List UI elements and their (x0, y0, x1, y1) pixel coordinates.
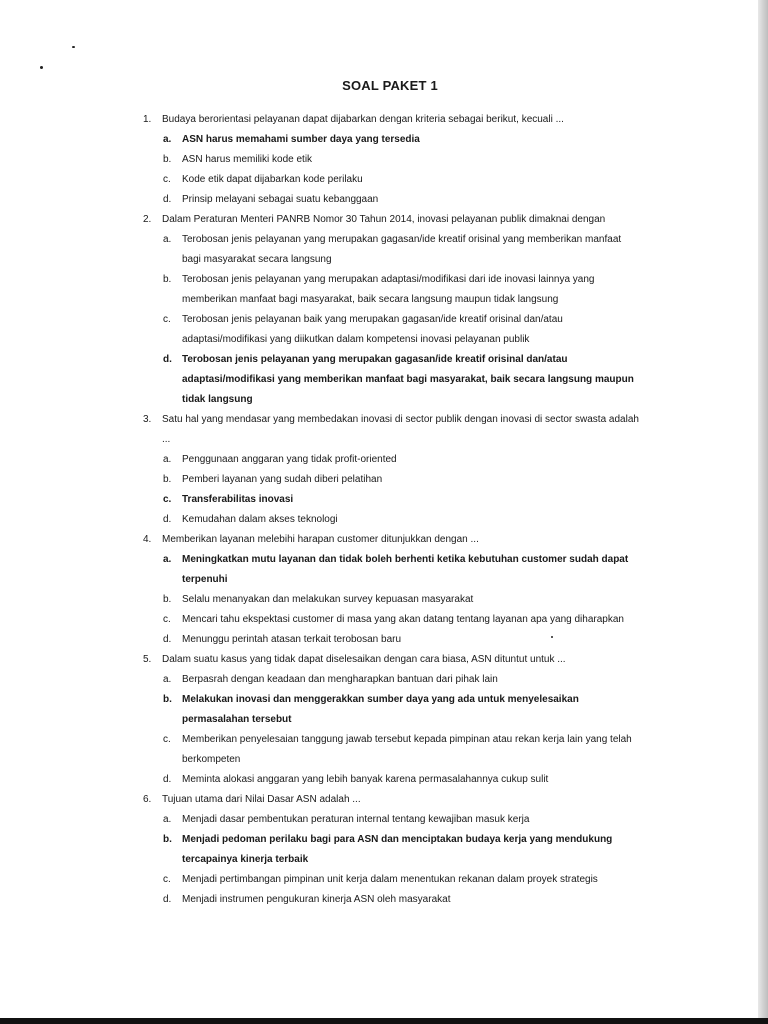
option-text: Terobosan jenis pelayanan yang merupakan adaptasi/modifikasi dari ide inovasi lainnya yang memberikan manfaat bagi masyarakat, baik secara langsung maupun tidak langsung (182, 274, 595, 305)
answer-option (0, 510, 768, 530)
question-number: 2. (143, 214, 152, 225)
option-text: Kode etik dapat dijabarkan kode perilaku (182, 174, 363, 185)
answer-option (0, 150, 768, 170)
option-text: Menjadi pertimbangan pimpinan unit kerja dalam menentukan rekanan dalam proyek strategis (182, 874, 598, 885)
option-letter: a. (163, 234, 172, 245)
option-text: Meningkatkan mutu layanan dan tidak boleh berhenti ketika kebutuhan customer sudah dapat terpenuhi (182, 554, 629, 585)
option-letter: d. (163, 354, 172, 365)
answer-option (0, 310, 768, 350)
option-letter: d. (163, 774, 172, 785)
option-letter: a. (163, 814, 172, 825)
answer-option (0, 350, 768, 410)
option-letter: d. (163, 194, 172, 205)
option-text: Berpasrah dengan keadaan dan mengharapkan bantuan dari pihak lain (182, 674, 498, 685)
option-letter: a. (163, 134, 172, 145)
option-text: Penggunaan anggaran yang tidak profit-oriented (182, 454, 397, 465)
option-letter: b. (163, 474, 172, 485)
question-text: Dalam Peraturan Menteri PANRB Nomor 30 Tahun 2014, inovasi pelayanan publik dimaknai dengan (162, 214, 606, 225)
question-item (0, 410, 768, 530)
answer-option (0, 170, 768, 190)
scan-edge-right (758, 0, 768, 1024)
question-number: 6. (143, 794, 152, 805)
option-letter: d. (163, 894, 172, 905)
answer-option (0, 630, 768, 650)
option-letter: c. (163, 494, 172, 505)
answer-option (0, 730, 768, 770)
answer-option (0, 130, 768, 150)
option-text: Mencari tahu ekspektasi customer di masa yang akan datang tentang layanan apa yang diharapkan (182, 614, 624, 625)
option-text: Terobosan jenis pelayanan yang merupakan gagasan/ide kreatif orisinal yang memberikan manfaat bagi masyarakat secara langsung (182, 234, 622, 265)
question-text: Budaya berorientasi pelayanan dapat dijabarkan dengan kriteria sebagai berikut, kecuali ... (162, 114, 564, 125)
question-number: 5. (143, 654, 152, 665)
answer-option (0, 670, 768, 690)
option-letter: c. (163, 734, 171, 745)
option-text: ASN harus memahami sumber daya yang tersedia (182, 134, 420, 145)
option-text: Pemberi layanan yang sudah diberi pelatihan (182, 474, 383, 485)
option-text: Kemudahan dalam akses teknologi (182, 514, 338, 525)
question-item (0, 790, 768, 910)
question-text: Dalam suatu kasus yang tidak dapat diselesaikan dengan cara biasa, ASN dituntut untuk ... (162, 654, 566, 665)
option-letter: b. (163, 594, 172, 605)
question-number: 1. (143, 114, 152, 125)
option-text: Selalu menanyakan dan melakukan survey kepuasan masyarakat (182, 594, 474, 605)
answer-option (0, 470, 768, 490)
question-text: Memberikan layanan melebihi harapan customer ditunjukkan dengan ... (162, 534, 479, 545)
option-text: Memberikan penyelesaian tanggung jawab tersebut kepada pimpinan atau rekan kerja lain yang telah berkompeten (182, 734, 632, 765)
question-number: 3. (143, 414, 152, 425)
answer-option (0, 590, 768, 610)
option-text: Menunggu perintah atasan terkait terobosan baru (182, 634, 402, 645)
option-letter: d. (163, 634, 172, 645)
option-letter: b. (163, 154, 172, 165)
option-letter: c. (163, 874, 171, 885)
option-letter: b. (163, 834, 172, 845)
answer-option (0, 550, 768, 590)
answer-option (0, 830, 768, 870)
question-item (0, 110, 768, 210)
answer-option (0, 270, 768, 310)
option-letter: a. (163, 674, 172, 685)
answer-option (0, 870, 768, 890)
answer-option (0, 490, 768, 510)
answer-option (0, 890, 768, 910)
option-text: Melakukan inovasi dan menggerakkan sumber daya yang ada untuk menyelesaikan permasalahan tersebut (182, 694, 579, 725)
answer-option (0, 770, 768, 790)
option-text: Menjadi dasar pembentukan peraturan internal tentang kewajiban masuk kerja (182, 814, 530, 825)
answer-option (0, 690, 768, 730)
option-text: Menjadi pedoman perilaku bagi para ASN dan menciptakan budaya kerja yang mendukung tercapainya kinerja terbaik (182, 834, 613, 865)
answer-option (0, 190, 768, 210)
option-text: Meminta alokasi anggaran yang lebih banyak karena permasalahannya cukup sulit (182, 774, 549, 785)
question-item (0, 650, 768, 790)
option-text: Prinsip melayani sebagai suatu kebanggaan (182, 194, 379, 205)
option-letter: c. (163, 174, 171, 185)
option-text: Menjadi instrumen pengukuran kinerja ASN oleh masyarakat (182, 894, 451, 905)
question-item (0, 530, 768, 650)
option-letter: c. (163, 614, 171, 625)
scan-edge-bottom (0, 1018, 768, 1024)
answer-option (0, 450, 768, 470)
scan-speck (72, 46, 75, 48)
option-text: Terobosan jenis pelayanan yang merupakan gagasan/ide kreatif orisinal dan/atau adaptasi/modifikasi yang memberikan manfaat bagi masyarakat, baik secara langsung maupun tidak langsung (182, 354, 634, 405)
option-letter: a. (163, 454, 172, 465)
scan-speck (40, 66, 43, 69)
option-letter: c. (163, 314, 171, 325)
option-letter: b. (163, 694, 172, 705)
answer-option (0, 230, 768, 270)
answer-option (0, 610, 768, 630)
question-text: Tujuan utama dari Nilai Dasar ASN adalah ... (162, 794, 361, 805)
question-item (0, 210, 768, 410)
option-letter: a. (163, 554, 172, 565)
option-text: ASN harus memiliki kode etik (182, 154, 313, 165)
question-list (0, 110, 768, 910)
option-letter: d. (163, 514, 172, 525)
option-text: Transferabilitas inovasi (182, 494, 294, 505)
answer-option (0, 810, 768, 830)
question-text: Satu hal yang mendasar yang membedakan inovasi di sector publik dengan inovasi di sector swasta adalah ... (162, 414, 639, 445)
question-number: 4. (143, 534, 152, 545)
option-letter: b. (163, 274, 172, 285)
option-text: Terobosan jenis pelayanan baik yang merupakan gagasan/ide kreatif orisinal dan/atau adaptasi/modifikasi yang diikutkan dalam kompetensi inovasi pelayanan publik (182, 314, 563, 345)
page-title: SOAL PAKET 1 (342, 78, 438, 93)
